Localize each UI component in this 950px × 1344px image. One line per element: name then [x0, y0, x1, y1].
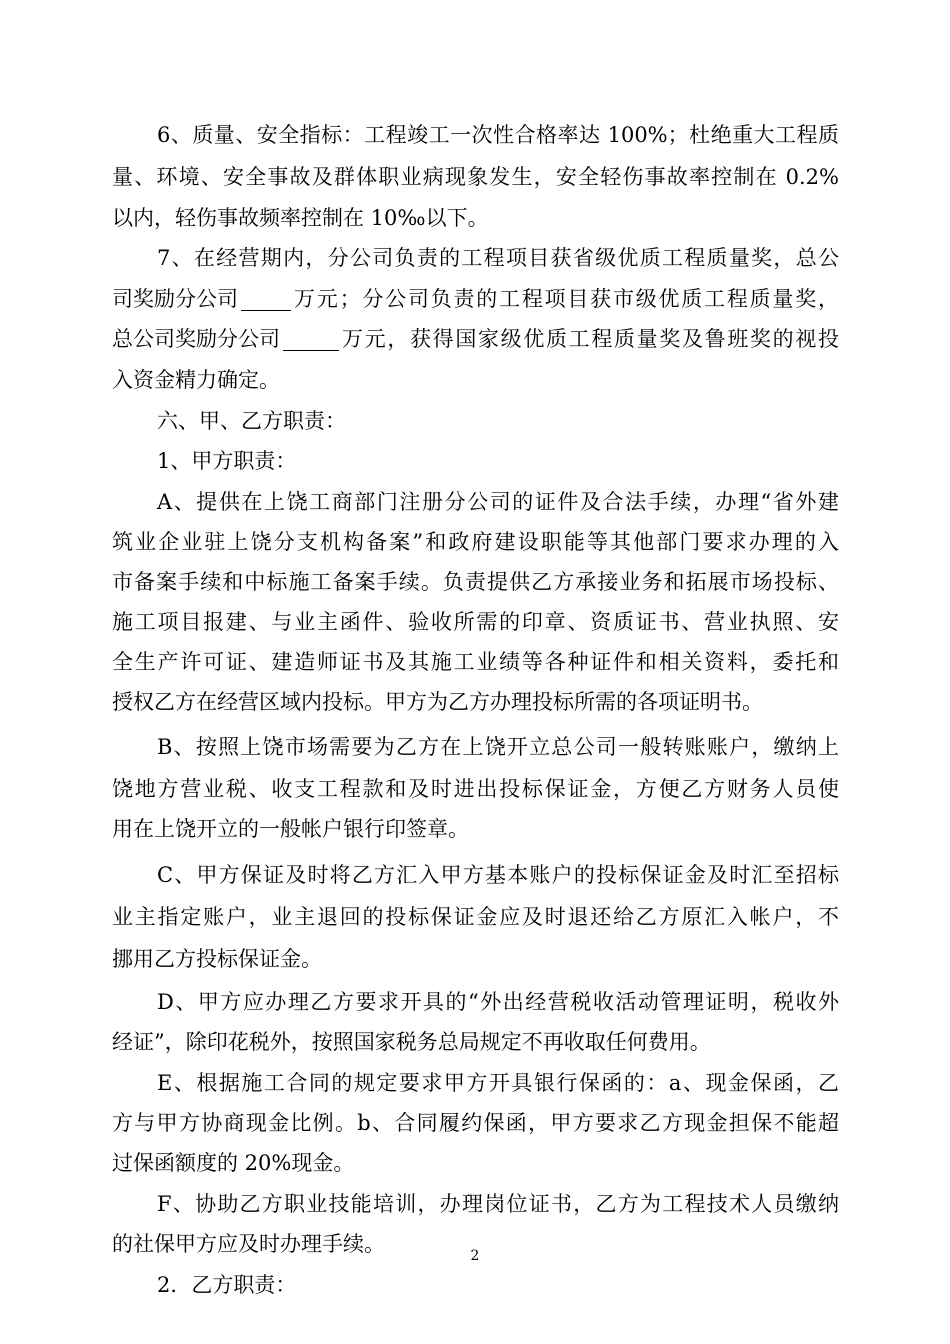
text-line: [112, 325, 839, 353]
fill-in-blank: [283, 328, 339, 351]
text-line: 用在上饶开立的一般帐户银行印签章。: [112, 817, 469, 841]
text-segment: 总公司奖励分公司: [112, 327, 280, 351]
text-line: 施工项目报建、与业主函件、验收所需的印章、资质证书、营业执照、安: [112, 610, 839, 634]
text-line: 入资金精力确定。: [112, 368, 280, 392]
text-line: 饶地方营业税、收支工程款和及时进出投标保证金，方便乙方财务人员使: [112, 777, 839, 801]
text-line: 7、在经营期内，分公司负责的工程项目获省级优质工程质量奖，总公: [157, 246, 839, 270]
text-line: [112, 285, 839, 313]
text-line: 筑业企业驻上饶分支机构备案”和政府建设职能等其他部门要求办理的入: [112, 530, 839, 554]
text-line: 市备案手续和中标施工备案手续。负责提供乙方承接业务和拓展市场投标、: [112, 570, 839, 594]
text-line: 以内，轻伤事故频率控制在 10‰以下。: [112, 206, 489, 230]
text-line: 的社保甲方应及时办理手续。: [112, 1232, 385, 1256]
text-line: 授权乙方在经营区域内投标。甲方为乙方办理投标所需的各项证明书。: [112, 690, 763, 714]
text-segment: 万元，获得国家级优质工程质量奖及鲁班奖的视投: [342, 327, 839, 351]
text-line: 过保函额度的 20%现金。: [112, 1151, 355, 1175]
text-line: 经证”，除印花税外，按照国家税务总局规定不再收取任何费用。: [112, 1030, 711, 1054]
text-line: 全生产许可证、建造师证书及其施工业绩等各种证件和相关资料，委托和: [112, 650, 839, 674]
text-segment: 万元；分公司负责的工程项目获市级优质工程质量奖，: [294, 287, 839, 311]
sub-heading: 1、甲方职责：: [157, 449, 297, 473]
text-line: 6、质量、安全指标：工程竣工一次性合格率达 100%；杜绝重大工程质: [157, 123, 839, 147]
text-line: D、甲方应办理乙方要求开具的“外出经营税收活动管理证明，税收外: [157, 990, 839, 1014]
text-line: 量、环境、安全事故及群体职业病现象发生，安全轻伤事故率控制在 0.2%: [112, 165, 839, 189]
text-line: B、按照上饶市场需要为乙方在上饶开立总公司一般转账账户，缴纳上: [157, 735, 839, 759]
section-heading: 六、甲、乙方职责：: [157, 409, 346, 433]
text-line: F、协助乙方职业技能培训，办理岗位证书，乙方为工程技术人员缴纳: [157, 1192, 839, 1216]
fill-in-blank: [241, 288, 291, 311]
text-line: A、提供在上饶工商部门注册分公司的证件及合法手续，办理“省外建: [157, 490, 839, 514]
text-line: C、甲方保证及时将乙方汇入甲方基本账户的投标保证金及时汇至招标: [157, 863, 839, 887]
text-line: 业主指定账户，业主退回的投标保证金应及时退还给乙方原汇入帐户，不: [112, 905, 839, 929]
text-segment: 司奖励分公司: [112, 287, 238, 311]
text-line: E、根据施工合同的规定要求甲方开具银行保函的：a、现金保函，乙: [157, 1071, 839, 1095]
page-number: 2: [470, 1248, 480, 1264]
text-line: 方与甲方协商现金比例。b、合同履约保函，甲方要求乙方现金担保不能超: [112, 1111, 839, 1135]
text-line: 挪用乙方投标保证金。: [112, 947, 322, 971]
sub-heading: 2．乙方职责：: [157, 1273, 297, 1297]
